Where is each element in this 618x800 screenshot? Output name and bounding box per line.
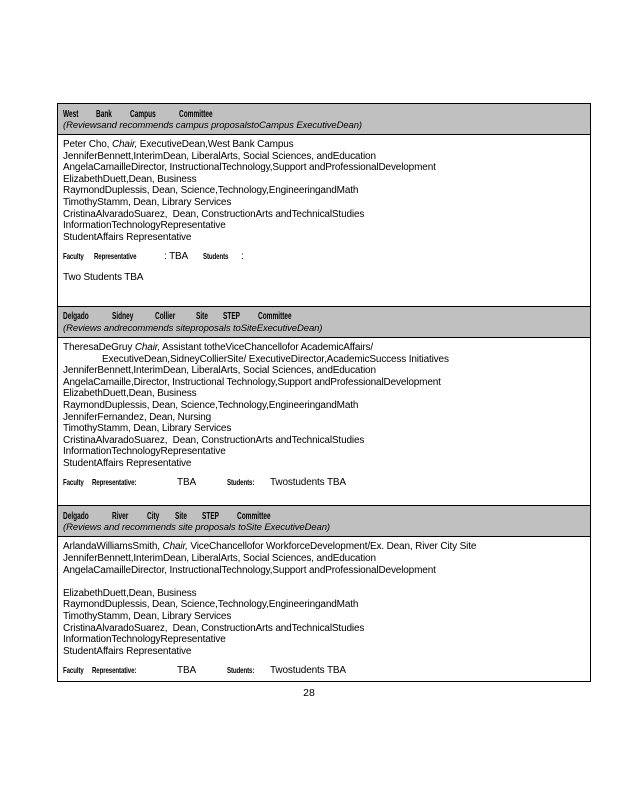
member-line xyxy=(63,139,585,151)
member-line xyxy=(63,576,585,588)
text-segment: Assistant totheViceChancellofor AcademicAffairs/ xyxy=(160,341,374,353)
text-segment: TheresaDeGruy xyxy=(63,341,135,353)
section-subtitle: (Reviews and recommends site proposals toSite ExecutiveDean) xyxy=(63,522,330,534)
label-condensed: Faculty xyxy=(63,251,84,262)
text-segment: ViceChancellofor WorkforceDevelopment/Ex. Dean, River City Site xyxy=(187,541,477,553)
text-segment: InformationTechnologyRepresentative xyxy=(63,220,226,232)
text-segment: TimothyStamm, Dean, Library Services xyxy=(63,611,232,623)
label-condensed: Students: xyxy=(227,665,255,676)
label-condensed: Faculty xyxy=(63,477,84,488)
text-segment: : TBA xyxy=(164,251,189,263)
title-word: River xyxy=(112,509,129,522)
label-condensed: Representative: xyxy=(92,477,137,488)
member-line xyxy=(63,541,585,553)
member-line xyxy=(63,588,585,600)
member-line xyxy=(63,232,585,244)
text-segment: ExecutiveDean,West Bank Campus xyxy=(137,139,294,150)
label-condensed: Students xyxy=(203,251,229,262)
section-header xyxy=(58,505,590,537)
member-line xyxy=(63,197,585,209)
section-title xyxy=(63,107,585,120)
member-line xyxy=(63,400,585,412)
member-line xyxy=(63,220,585,232)
member-line xyxy=(63,623,585,635)
title-word: Campus xyxy=(129,107,156,120)
member-line xyxy=(63,412,585,424)
title-word: Delgado xyxy=(63,509,89,522)
section-body xyxy=(58,338,590,506)
text-segment: Two Students TBA xyxy=(63,272,144,284)
member-line xyxy=(63,599,585,611)
section-title xyxy=(63,310,585,323)
text-segment: ExecutiveDean,SidneyCollierSite/ ExecutiveDirector,AcademicSuccess Initiatives xyxy=(102,353,449,365)
text-segment: StudentAffairs Representative xyxy=(63,645,192,657)
committee-section xyxy=(58,306,590,506)
text-segment: JenniferBennett,InterimDean, LiberalArts, Social Sciences, andEducation xyxy=(63,365,376,377)
text-segment: StudentAffairs Representative xyxy=(63,457,192,469)
label-condensed: Representative: xyxy=(92,665,137,676)
member-line xyxy=(63,388,585,400)
member-line xyxy=(63,553,585,565)
member-line xyxy=(63,423,585,435)
text-segment: InformationTechnologyRepresentative xyxy=(63,634,226,646)
text-segment: AngelaCamailleDirector, InstructionalTechnology,Support andProfessionalDevelopment xyxy=(63,564,436,576)
title-word: Site xyxy=(174,509,187,522)
text-segment: CristinaAlvaradoSuarez, Dean, ConstructionArts andTechnicalStudies xyxy=(63,434,365,446)
title-word: Site xyxy=(195,310,208,323)
text-segment: ElizabethDuett,Dean, Business xyxy=(63,173,197,185)
member-line xyxy=(63,365,585,377)
text-segment: ElizabethDuett,Dean, Business xyxy=(63,587,197,599)
text-segment: ElizabethDuett,Dean, Business xyxy=(63,388,197,400)
member-line xyxy=(63,458,585,470)
member-line xyxy=(63,151,585,163)
text-segment: Twostudents TBA xyxy=(270,665,346,677)
title-word: West xyxy=(63,107,79,120)
text-segment: RaymondDuplessis, Dean, Science,Technology,EngineeringandMath xyxy=(63,185,359,197)
committee-table xyxy=(57,103,591,682)
member-line xyxy=(63,174,585,186)
text-segment: AngelaCamailleDirector, InstructionalTechnology,Support andProfessionalDevelopment xyxy=(63,162,436,174)
member-line xyxy=(63,354,585,366)
text-segment: ArlandaWilliamsSmith, xyxy=(63,541,163,553)
section-subtitle: (Reviewsand recommends campus proposalstoCampus ExecutiveDean) xyxy=(63,120,362,131)
title-word: STEP xyxy=(201,509,219,522)
member-line xyxy=(63,565,585,577)
text-segment: AngelaCamaille,Director, Instructional Technology,Support andProfessionalDevelopment xyxy=(63,376,441,388)
text-segment: RaymondDuplessis, Dean, Science,Technology,EngineeringandMath xyxy=(63,399,359,411)
page-number: 28 xyxy=(303,687,315,699)
section-subtitle: (Reviews andrecommends siteproposals toSiteExecutiveDean) xyxy=(63,322,323,334)
title-word: Committee xyxy=(237,509,271,522)
faculty-students-row xyxy=(63,477,585,489)
section-header xyxy=(58,306,590,338)
text-segment: InformationTechnologyRepresentative xyxy=(63,446,226,458)
member-line xyxy=(63,209,585,221)
member-line xyxy=(63,272,585,284)
text-segment: JenniferFernandez, Dean, Nursing xyxy=(63,411,212,423)
member-line xyxy=(63,185,585,197)
title-word: Committee xyxy=(258,310,292,323)
title-word: Collier xyxy=(154,310,176,323)
member-line xyxy=(63,446,585,458)
label-condensed: Students: xyxy=(227,477,255,488)
section-body xyxy=(58,135,590,306)
label-condensed: Representative xyxy=(94,251,137,262)
text-segment: : xyxy=(241,251,244,263)
committee-section xyxy=(58,505,590,681)
text-segment: CristinaAlvaradoSuarez, Dean, ConstructionArts andTechnicalStudies xyxy=(63,208,365,220)
member-line xyxy=(63,611,585,623)
member-line xyxy=(63,634,585,646)
member-line xyxy=(63,646,585,658)
section-header xyxy=(58,104,590,135)
chair-italic-text: Chair, xyxy=(134,341,161,353)
text-segment: TBA xyxy=(177,665,196,677)
faculty-students-row xyxy=(63,251,585,263)
text-segment: CristinaAlvaradoSuarez, Dean, ConstructionArts andTechnicalStudies xyxy=(63,622,365,634)
member-line xyxy=(63,377,585,389)
member-line xyxy=(63,435,585,447)
text-segment: JenniferBennett,InterimDean, LiberalArts, Social Sciences, andEducation xyxy=(63,150,376,162)
section-title xyxy=(63,509,585,522)
section-body xyxy=(58,537,590,681)
chair-italic-text: Chair, xyxy=(111,139,138,150)
title-word: STEP xyxy=(222,310,240,323)
label-condensed: Faculty xyxy=(63,665,84,676)
text-segment: TBA xyxy=(177,477,196,489)
title-word: Sidney xyxy=(112,310,134,323)
text-segment: RaymondDuplessis, Dean, Science,Technology,EngineeringandMath xyxy=(63,599,359,611)
title-word: Committee xyxy=(179,107,213,120)
title-word: Delgado xyxy=(63,310,89,323)
title-word: Bank xyxy=(95,107,112,120)
chair-italic-text: Chair, xyxy=(162,541,188,553)
member-line xyxy=(63,162,585,174)
title-word: City xyxy=(146,509,159,522)
text-segment: JenniferBennett,InterimDean, LiberalArts, Social Sciences, andEducation xyxy=(63,553,376,565)
text-segment: TimothyStamm, Dean, Library Services xyxy=(63,196,232,208)
text-segment: Twostudents TBA xyxy=(270,477,346,489)
committee-section xyxy=(58,104,590,306)
text-segment: TimothyStamm, Dean, Library Services xyxy=(63,423,232,435)
faculty-students-row xyxy=(63,665,585,677)
text-segment: Peter Cho, xyxy=(63,139,112,150)
text-segment: StudentAffairs Representative xyxy=(63,231,192,243)
member-line xyxy=(63,342,585,354)
